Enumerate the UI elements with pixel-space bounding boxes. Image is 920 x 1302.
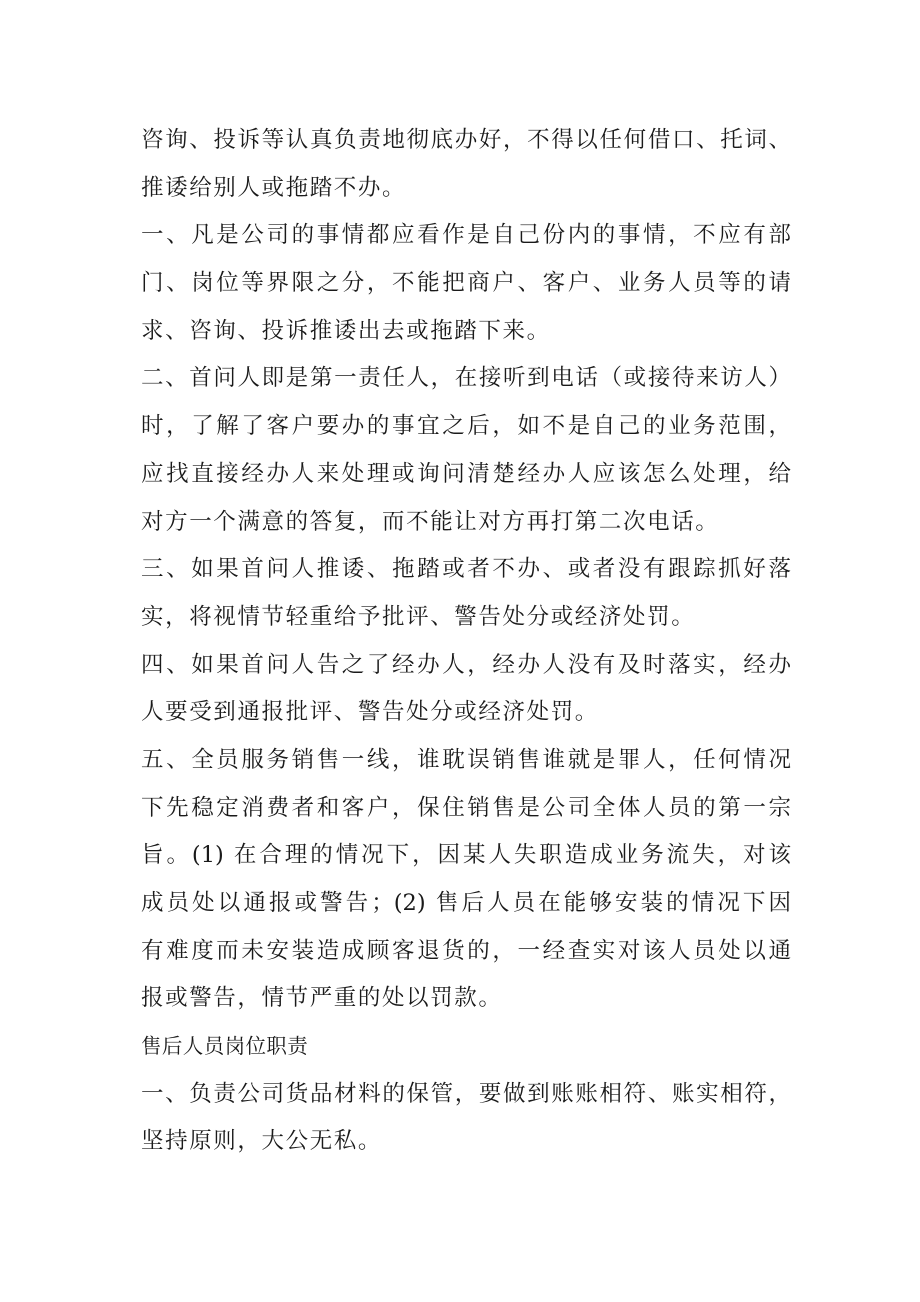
text-line-9: 对方一个满意的答复，而不能让对方再打第二次电话。 bbox=[141, 508, 720, 535]
text-line-17: 成员处以通报或警告；(2) 售后人员在能够安装的情况下因 bbox=[141, 890, 791, 916]
text-line-18: 有难度而未安装造成顾客退货的，一经查实对该人员处以通 bbox=[141, 937, 791, 964]
text-line-21: 一、负责公司货品材料的保管，要做到账账相符、账实相符， bbox=[141, 1080, 791, 1107]
text-line-3: 一、凡是公司的事情都应看作是自己份内的事情，不应有部 bbox=[141, 222, 791, 249]
text-line-16: 旨。(1) 在合理的情况下，因某人失职造成业务流失，对该 bbox=[141, 842, 791, 869]
section-heading: 售后人员岗位职责 bbox=[141, 1034, 309, 1059]
text-line-10: 三、如果首问人推诿、拖踏或者不办、或者没有跟踪抓好落 bbox=[141, 556, 791, 583]
text-line-13: 人要受到通报批评、警告处分或经济处罚。 bbox=[141, 699, 599, 726]
text-line-12: 四、如果首问人告之了经办人，经办人没有及时落实，经办 bbox=[141, 651, 791, 678]
text-line-7: 时，了解了客户要办的事宜之后，如不是自己的业务范围， bbox=[141, 413, 791, 440]
text-line-14: 五、全员服务销售一线，谁耽误销售谁就是罪人，任何情况 bbox=[141, 746, 791, 773]
text-line-8: 应找直接经办人来处理或询问清楚经办人应该怎么处理，给 bbox=[141, 460, 791, 487]
text-line-6: 二、首问人即是第一责任人，在接听到电话（或接待来访人） bbox=[141, 365, 791, 392]
text-line-1: 咨询、投诉等认真负责地彻底办好，不得以任何借口、托词、 bbox=[141, 127, 791, 153]
text-line-19: 报或警告，情节严重的处以罚款。 bbox=[141, 985, 503, 1012]
text-line-11: 实，将视情节轻重给予批评、警告处分或经济处罚。 bbox=[141, 603, 696, 630]
document-body bbox=[141, 117, 791, 1166]
text-line-15: 下先稳定消费者和客户，保住销售是公司全体人员的第一宗 bbox=[141, 794, 791, 821]
text-line-4: 门、岗位等界限之分，不能把商户、客户、业务人员等的请 bbox=[141, 270, 791, 297]
text-line-2: 推诿给别人或拖踏不办。 bbox=[141, 174, 407, 201]
text-line-5: 求、咨询、投诉推诿出去或拖踏下来。 bbox=[141, 317, 551, 344]
text-line-22: 坚持原则，大公无私。 bbox=[141, 1128, 383, 1155]
